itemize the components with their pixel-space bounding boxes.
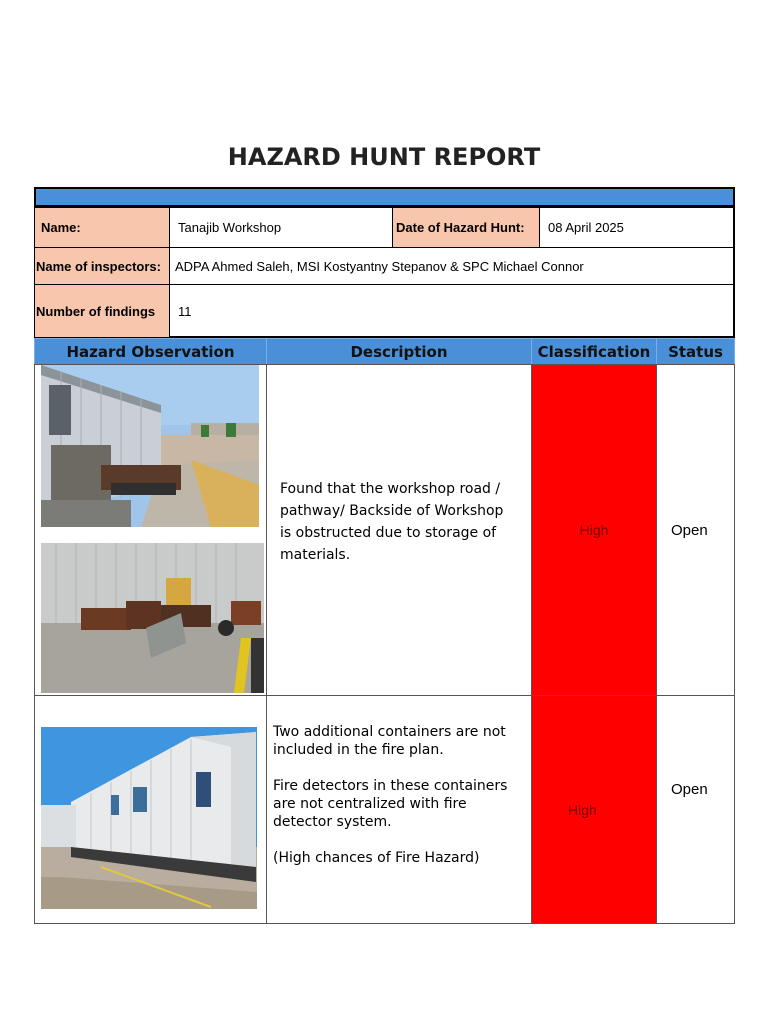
row2-description-line-1: Two additional containers are not included in the fire plan. (273, 724, 506, 758)
row2-classification: High (531, 695, 657, 924)
row2-status: Open (656, 695, 735, 924)
findings-label: Number of findings (34, 284, 170, 338)
containers-photo (41, 727, 257, 909)
header-description: Description (266, 338, 532, 365)
stored-materials-photo (41, 543, 264, 693)
row1-description: Found that the workshop road / pathway/ Backside of Workshop is obstructed due to storage of materials. (266, 364, 532, 696)
findings-value: 11 (169, 284, 735, 338)
row1-status: Open (656, 364, 735, 696)
date-label: Date of Hazard Hunt: (392, 207, 540, 248)
row2-description (266, 695, 532, 924)
report-title: HAZARD HUNT REPORT (227, 143, 541, 171)
header-classification: Classification (531, 338, 657, 365)
header-bar (34, 187, 735, 207)
date-value: 08 April 2025 (539, 207, 735, 248)
inspectors-label: Name of inspectors: (34, 247, 170, 285)
header-hazard-observation: Hazard Observation (34, 338, 267, 365)
name-label: Name: (34, 207, 170, 248)
header-status: Status (656, 338, 735, 365)
name-value: Tanajib Workshop (169, 207, 393, 248)
row1-classification: High (531, 364, 657, 696)
inspectors-value: ADPA Ahmed Saleh, MSI Kostyantny Stepanov & SPC Michael Connor (169, 247, 735, 285)
row2-description-line-3: (High chances of Fire Hazard) (273, 850, 480, 866)
row2-description-line-2: Fire detectors in these containers are not centralized with fire detector system. (273, 778, 508, 830)
workshop-pathway-photo (41, 365, 259, 527)
